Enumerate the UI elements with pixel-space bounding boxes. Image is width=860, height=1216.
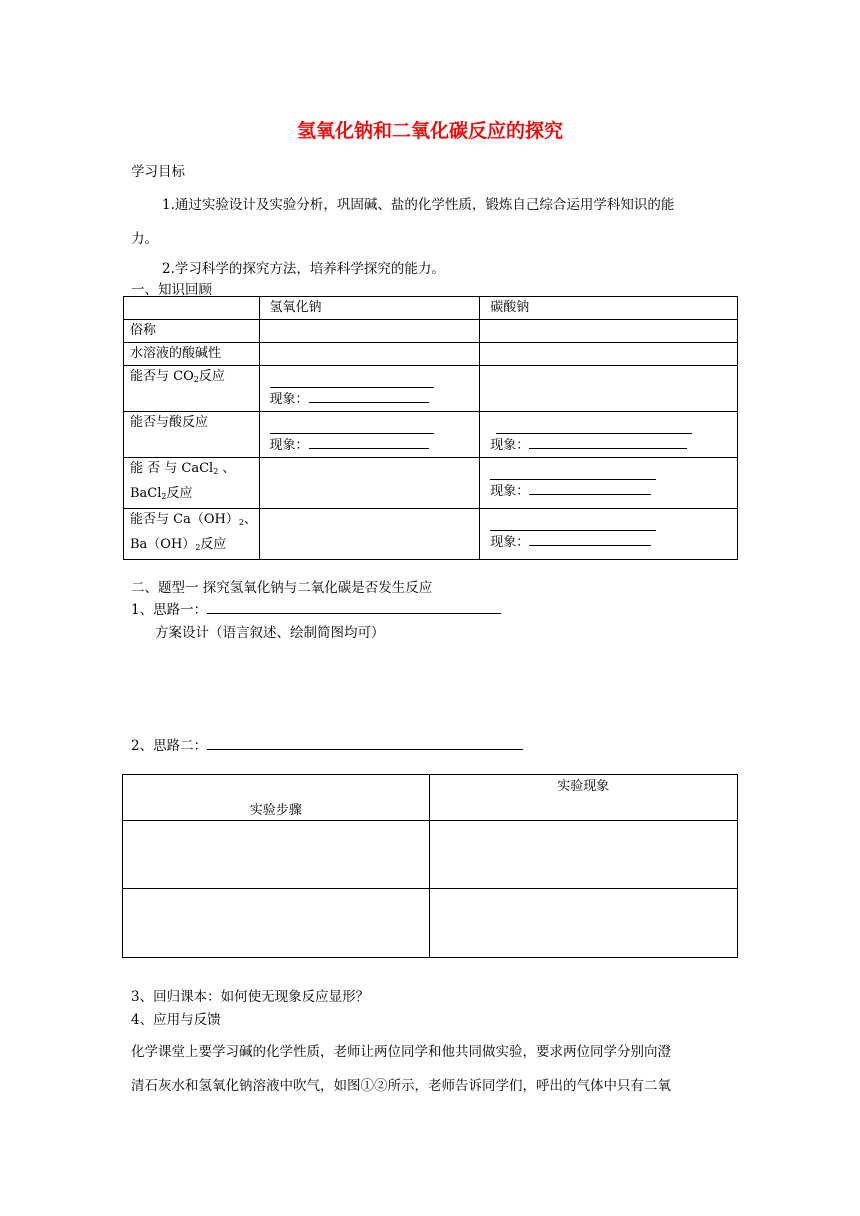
objective-1-line2: 力。 [131,231,158,247]
header-empty-cell [124,297,260,320]
row-label-line1 [130,458,259,483]
header-steps-label: 实验步骤 [249,803,302,818]
row-cacl2 [124,458,738,509]
na2co3-cell[interactable] [480,320,738,343]
row-label [124,509,260,560]
phenomena-cell[interactable] [429,889,738,958]
experiment-table-header [123,775,738,821]
header-phenomena [429,775,738,821]
answer-blank[interactable] [490,458,656,480]
row-caoh2 [124,509,738,560]
row-label: 水溶液的酸碱性 [124,343,260,366]
phenomenon-line [490,434,737,457]
phenomenon-label: 现象： [269,438,309,453]
header-na2co3: 碳酸钠 [480,297,738,320]
item-4: 4、应用与反馈 [131,1012,221,1028]
row-label-text: 、 [243,512,257,527]
phenomena-cell[interactable] [429,821,738,889]
row-label [124,366,260,412]
phenomenon-label: 现象： [490,484,530,499]
phenomenon-line [490,480,737,503]
review-table-header [124,297,738,320]
row-label-text: 能否与 CO [130,369,194,384]
subscript: 2 [213,467,219,476]
answer-blank[interactable] [529,434,687,449]
phenomenon-label: 现象： [490,535,530,550]
naoh-cell[interactable] [259,458,480,509]
naoh-cell[interactable] [259,320,480,343]
idea-2-answer-blank[interactable] [207,735,523,750]
row-label: 俗称 [124,320,260,343]
na2co3-cell[interactable] [480,343,738,366]
review-table [123,296,738,560]
row-label-text: 、 [218,461,236,476]
steps-cell[interactable] [123,821,430,889]
answer-blank[interactable] [490,509,656,531]
section-1-heading: 一、知识回顾 [131,282,212,298]
header-phenomena-label: 实验现象 [557,779,610,794]
header-steps [123,775,430,821]
phenomenon-line [490,531,737,554]
row-label [124,458,260,509]
row-label-text: 反应 [166,486,193,501]
answer-blank[interactable] [529,480,651,495]
row-label-line2 [130,534,259,559]
answer-blank[interactable] [270,412,434,434]
row-label: 能否与酸反应 [124,412,260,458]
document-title: 氢氧化钠和二氧化碳反应的探究 [296,120,563,142]
subscript: 2 [161,492,167,501]
subscript: 2 [195,543,201,552]
naoh-cell[interactable] [259,343,480,366]
idea-1-answer-blank[interactable] [207,599,501,614]
idea-2 [131,734,523,754]
row-acid [124,412,738,458]
row-label-text: 能否与 Ca（OH） [130,512,239,527]
answer-blank[interactable] [496,412,692,434]
naoh-cell[interactable] [259,509,480,560]
row-co2 [124,366,738,412]
phenomenon-line [270,388,480,411]
row-label-text: BaCl [130,486,162,501]
na2co3-cell[interactable] [480,412,738,458]
idea-1-label: 1、思路一： [131,602,208,618]
header-naoh: 氢氧化钠 [259,297,480,320]
subscript: 2 [193,375,199,384]
row-label-text: 能 否 与 CaCl [130,461,214,476]
subscript: 2 [238,518,244,527]
objectives-heading: 学习目标 [131,164,185,180]
row-label-text: 反应 [200,537,227,552]
phenomenon-line [270,434,480,457]
row-label-text: Ba（OH） [130,537,196,552]
steps-cell[interactable] [123,889,430,958]
answer-blank[interactable] [309,388,429,403]
idea-2-label: 2、思路二： [131,738,208,754]
naoh-cell[interactable] [259,412,480,458]
experiment-row [123,821,738,889]
experiment-row [123,889,738,958]
objective-1-line1: 1.通过实验设计及实验分析，巩固碱、盐的化学性质，锻炼自己综合运用学科知识的能 [162,197,675,213]
phenomenon-label: 现象： [269,392,309,407]
na2co3-cell[interactable] [480,509,738,560]
experiment-table [122,774,738,958]
answer-blank[interactable] [309,434,429,449]
answer-blank[interactable] [270,366,434,388]
objective-2: 2.学习科学的探究方法，培养科学探究的能力。 [162,261,445,277]
answer-blank[interactable] [529,531,651,546]
na2co3-cell[interactable] [480,366,738,412]
feedback-line2: 清石灰水和氢氧化钠溶液中吹气，如图①②所示，老师告诉同学们，呼出的气体中只有二氧 [131,1078,671,1094]
na2co3-cell[interactable] [480,458,738,509]
section-2-heading: 二、题型一 探究氢氧化钠与二氧化碳是否发生反应 [131,580,433,596]
plan-design: 方案设计（语言叙述、绘制简图均可） [155,625,385,641]
idea-1 [131,598,501,618]
naoh-cell[interactable] [259,366,480,412]
feedback-line1: 化学课堂上要学习碱的化学性质，老师让两位同学和他共同做实验，要求两位同学分别向澄 [131,1044,671,1060]
row-label-line2 [130,483,259,508]
row-label-text: 反应 [198,369,225,384]
row-acidity [124,343,738,366]
item-3: 3、回归课本：如何使无现象反应显形？ [131,989,370,1005]
phenomenon-label: 现象： [490,438,530,453]
row-label-line1 [130,509,259,534]
row-common-name [124,320,738,343]
